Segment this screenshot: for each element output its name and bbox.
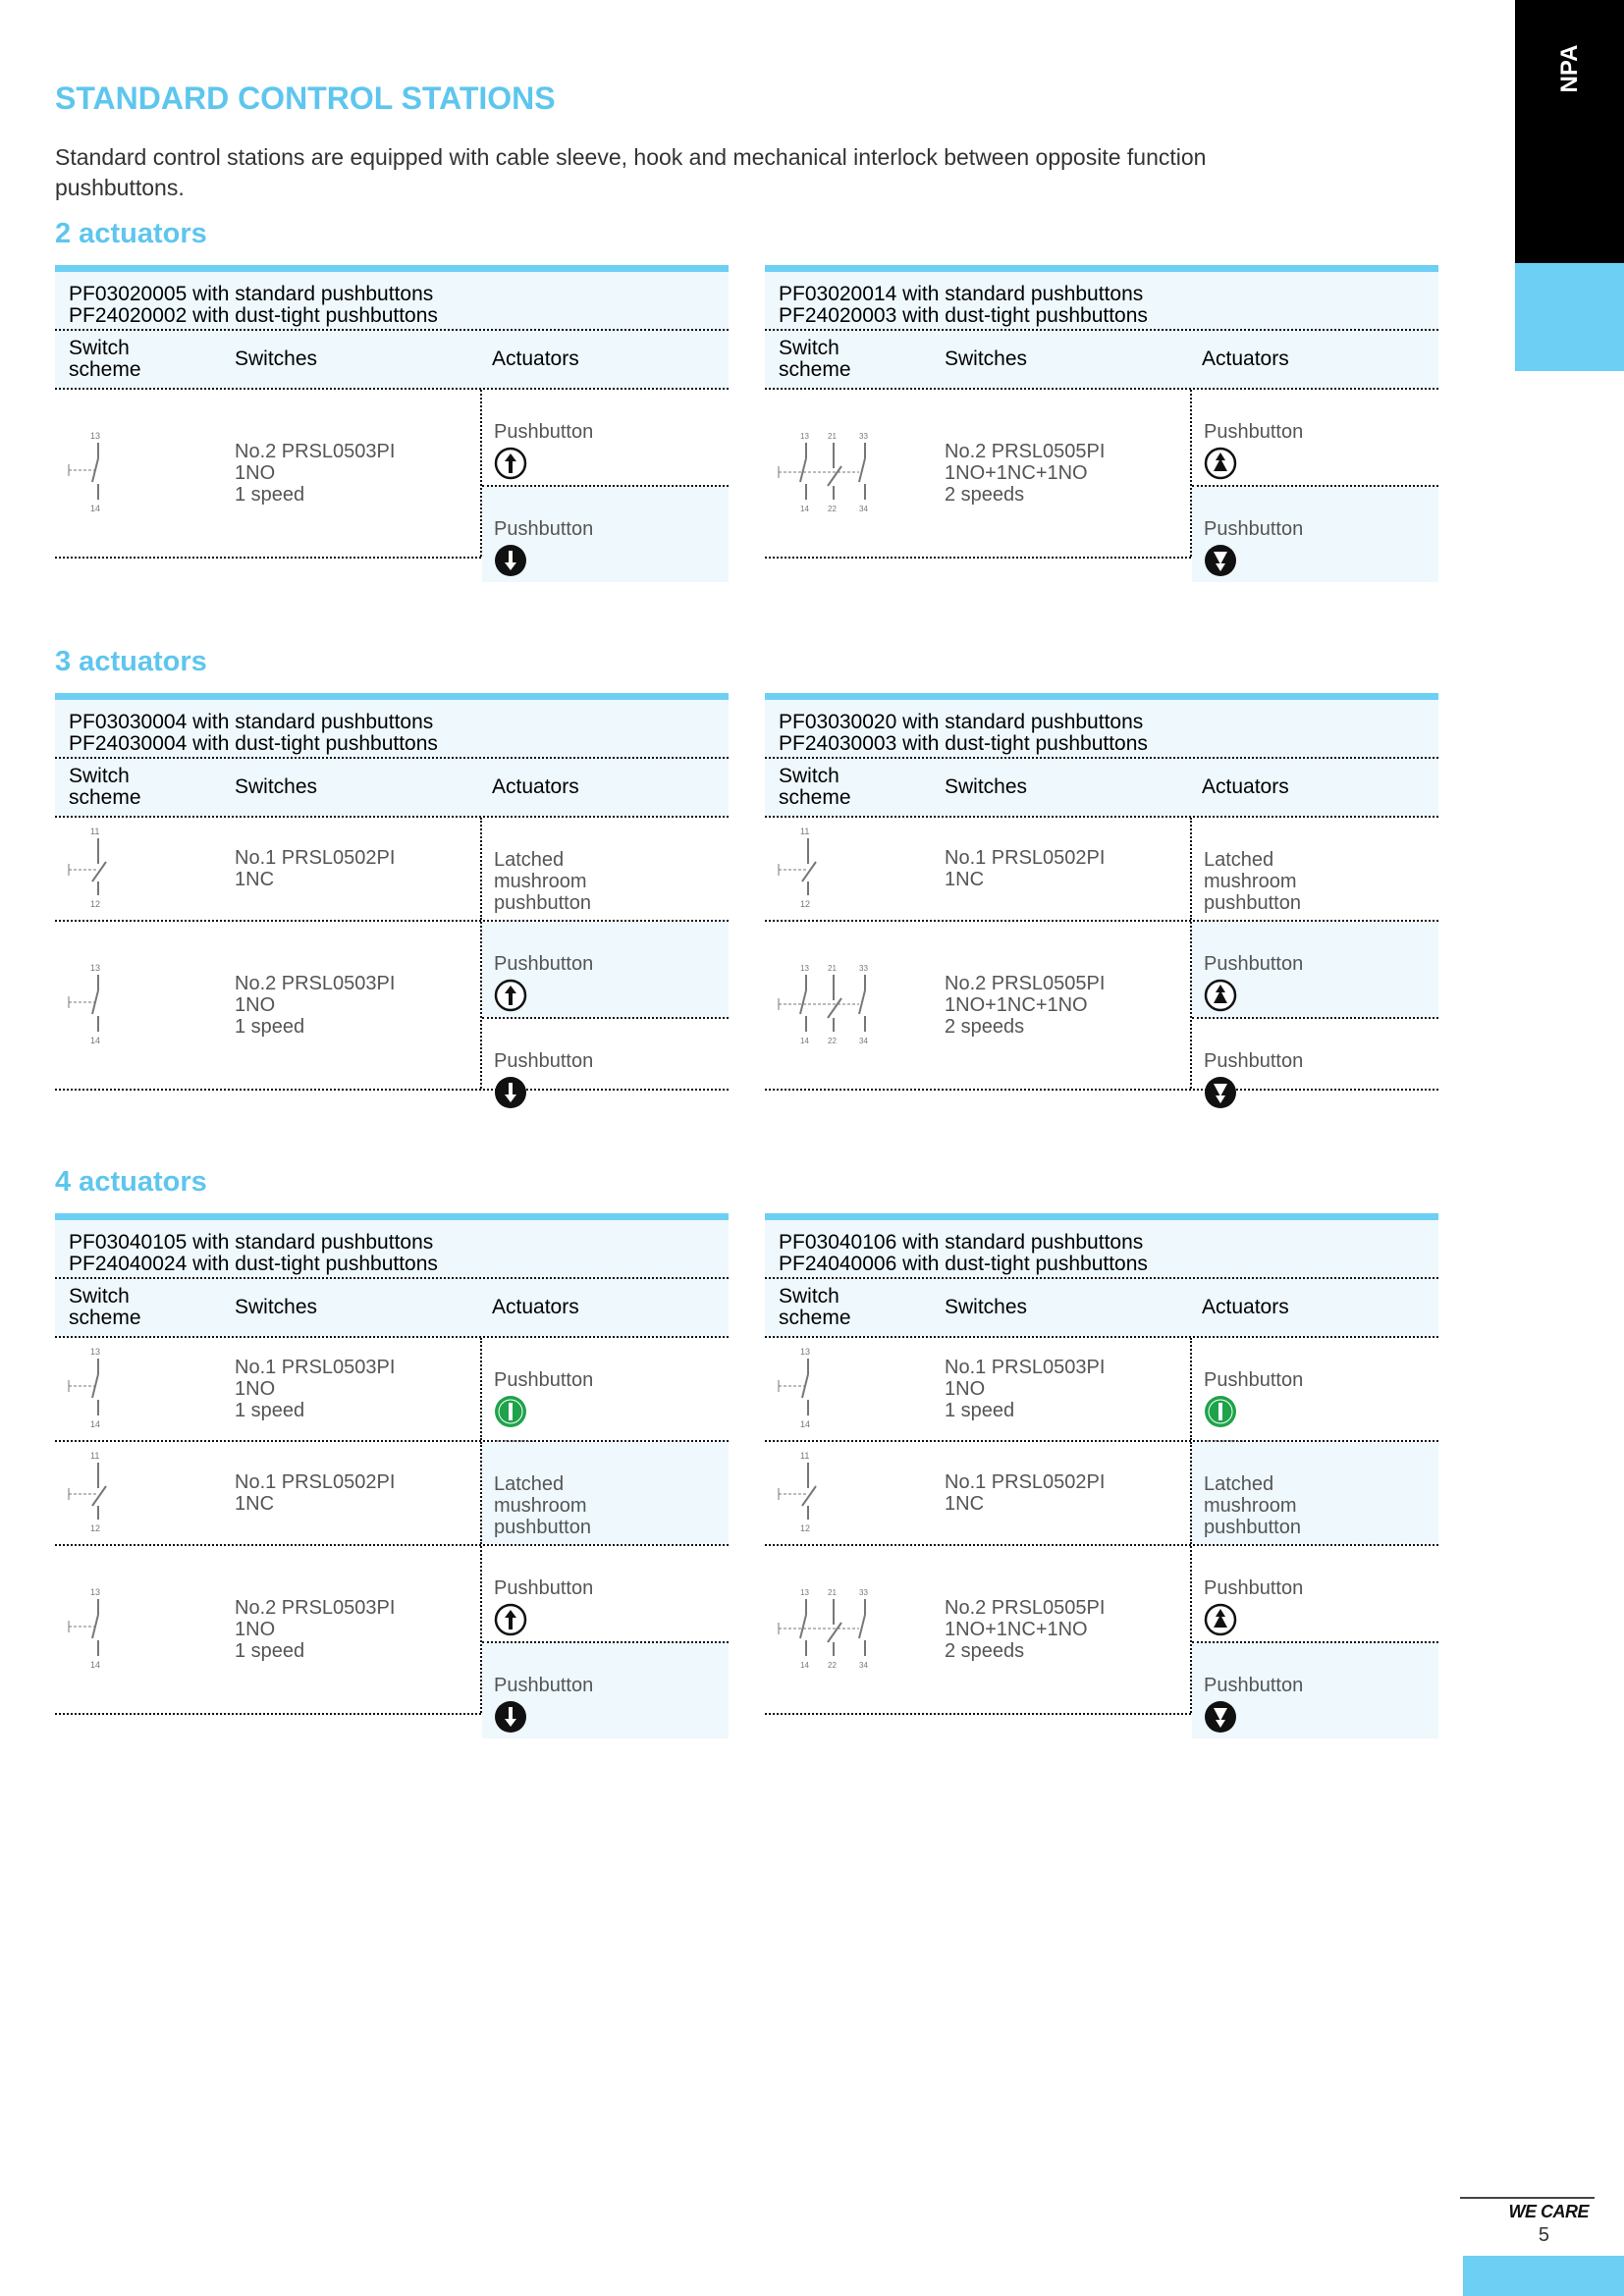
standard-code: PF03030004 with standard pushbuttons bbox=[69, 711, 434, 733]
table-row bbox=[55, 1338, 729, 1442]
actuator-label: Pushbutton bbox=[494, 953, 594, 975]
double-arrow-up-icon bbox=[1204, 1603, 1427, 1641]
double-arrow-up-icon bbox=[1204, 979, 1427, 1017]
actuators-column bbox=[1190, 818, 1438, 920]
actuators-column bbox=[1190, 1546, 1438, 1713]
svg-text:34: 34 bbox=[859, 505, 868, 513]
col-actuators: Actuators bbox=[1202, 775, 1289, 798]
switch-spec: No.1 PRSL0503PI 1NO 1 speed bbox=[235, 1357, 396, 1421]
actuator-label: Pushbutton bbox=[1204, 953, 1304, 975]
brand-logo: WE CARE bbox=[1508, 2202, 1589, 2221]
switch-spec: No.1 PRSL0502PI 1NC bbox=[235, 847, 396, 890]
actuator-label: Pushbutton bbox=[494, 1050, 594, 1072]
actuators-column bbox=[480, 390, 729, 557]
col-actuators: Actuators bbox=[492, 347, 579, 370]
svg-text:12: 12 bbox=[90, 1523, 101, 1533]
double-arrow-up-icon bbox=[1204, 447, 1427, 485]
product-codes bbox=[55, 1220, 729, 1279]
green-button-icon bbox=[1204, 1395, 1427, 1433]
table-row bbox=[55, 922, 729, 1091]
corner-accent-block bbox=[1463, 2256, 1624, 2296]
dusttight-code: PF24030004 with dust-tight pushbuttons bbox=[69, 732, 438, 755]
actuator-cell bbox=[482, 1442, 729, 1544]
actuator-cell bbox=[482, 922, 729, 1017]
actuators-column bbox=[480, 818, 729, 920]
actuator-label: Latched mushroom pushbutton bbox=[494, 1473, 591, 1538]
switch-spec: No.2 PRSL0505PI 1NO+1NC+1NO 2 speeds bbox=[945, 973, 1106, 1038]
svg-text:34: 34 bbox=[859, 1037, 868, 1045]
actuator-cell bbox=[1192, 1442, 1438, 1544]
product-table bbox=[55, 265, 729, 559]
svg-text:21: 21 bbox=[828, 1588, 837, 1597]
svg-text:33: 33 bbox=[859, 964, 868, 973]
actuator-label: Pushbutton bbox=[494, 518, 594, 540]
svg-text:14: 14 bbox=[90, 1036, 101, 1045]
table-row bbox=[765, 1442, 1438, 1546]
svg-text:14: 14 bbox=[800, 1037, 809, 1045]
table-row bbox=[765, 1338, 1438, 1442]
switch-scheme-diagram bbox=[765, 1338, 945, 1440]
section-title: 4 actuators bbox=[55, 1166, 207, 1198]
actuators-column bbox=[480, 1546, 729, 1713]
column-headers bbox=[765, 331, 1438, 390]
switch-spec: No.1 PRSL0502PI 1NC bbox=[945, 847, 1106, 890]
arrow-up-icon bbox=[494, 1603, 717, 1641]
col-switches: Switches bbox=[945, 1296, 1028, 1318]
svg-text:14: 14 bbox=[800, 1419, 811, 1429]
actuator-label: Latched mushroom pushbutton bbox=[1204, 849, 1301, 914]
dusttight-code: PF24040006 with dust-tight pushbuttons bbox=[779, 1253, 1148, 1275]
actuators-column bbox=[1190, 1338, 1438, 1440]
actuator-label: Pushbutton bbox=[1204, 1577, 1304, 1599]
table-row bbox=[55, 390, 729, 559]
actuator-label: Pushbutton bbox=[1204, 518, 1304, 540]
table-row bbox=[765, 1546, 1438, 1715]
svg-text:13: 13 bbox=[800, 432, 809, 441]
switch-scheme-diagram bbox=[55, 1442, 235, 1544]
switch-spec: No.2 PRSL0505PI 1NO+1NC+1NO 2 speeds bbox=[945, 441, 1106, 506]
actuator-label: Pushbutton bbox=[1204, 1369, 1304, 1391]
switch-scheme-diagram bbox=[55, 818, 235, 920]
switch-scheme-diagram bbox=[765, 1442, 945, 1544]
arrow-down-icon bbox=[494, 1076, 717, 1114]
product-codes bbox=[765, 272, 1438, 331]
product-table bbox=[765, 1213, 1438, 1715]
table-row bbox=[765, 818, 1438, 922]
standard-code: PF03030020 with standard pushbuttons bbox=[779, 711, 1144, 733]
switch-scheme-diagram bbox=[55, 922, 235, 1089]
column-headers bbox=[765, 1279, 1438, 1338]
svg-text:11: 11 bbox=[800, 827, 810, 836]
col-switches: Switches bbox=[945, 347, 1028, 370]
column-headers bbox=[765, 759, 1438, 818]
actuators-column bbox=[1190, 390, 1438, 557]
product-codes bbox=[765, 1220, 1438, 1279]
dusttight-code: PF24040024 with dust-tight pushbuttons bbox=[69, 1253, 438, 1275]
svg-text:14: 14 bbox=[800, 1661, 809, 1670]
actuator-cell bbox=[1192, 818, 1438, 920]
col-switch-scheme: Switch scheme bbox=[779, 765, 851, 809]
svg-text:13: 13 bbox=[90, 431, 101, 441]
actuator-cell bbox=[1192, 1338, 1438, 1456]
product-codes bbox=[55, 700, 729, 759]
actuator-cell bbox=[482, 390, 729, 485]
col-switch-scheme: Switch scheme bbox=[69, 765, 141, 809]
product-table bbox=[765, 265, 1438, 559]
actuator-label: Pushbutton bbox=[1204, 1675, 1304, 1696]
product-table bbox=[55, 693, 729, 1091]
actuators-column bbox=[480, 922, 729, 1089]
side-tab bbox=[1515, 0, 1624, 263]
standard-code: PF03040106 with standard pushbuttons bbox=[779, 1231, 1144, 1254]
table-row bbox=[55, 1546, 729, 1715]
svg-text:11: 11 bbox=[90, 1451, 100, 1461]
section-title: 3 actuators bbox=[55, 646, 207, 677]
dusttight-code: PF24020002 with dust-tight pushbuttons bbox=[69, 304, 438, 327]
actuator-label: Latched mushroom pushbutton bbox=[494, 849, 591, 914]
col-switch-scheme: Switch scheme bbox=[779, 337, 851, 381]
arrow-up-icon bbox=[494, 447, 717, 485]
svg-text:21: 21 bbox=[828, 964, 837, 973]
actuator-cell bbox=[1192, 1017, 1438, 1114]
svg-text:13: 13 bbox=[800, 1347, 811, 1357]
svg-text:14: 14 bbox=[800, 505, 809, 513]
arrow-down-icon bbox=[494, 544, 717, 582]
svg-text:11: 11 bbox=[90, 827, 100, 836]
actuator-cell bbox=[1192, 390, 1438, 485]
table-row bbox=[765, 390, 1438, 559]
col-switches: Switches bbox=[235, 1296, 318, 1318]
column-headers bbox=[55, 759, 729, 818]
product-codes bbox=[55, 272, 729, 331]
dusttight-code: PF24030003 with dust-tight pushbuttons bbox=[779, 732, 1148, 755]
svg-text:14: 14 bbox=[90, 1660, 101, 1670]
actuator-cell bbox=[482, 1017, 729, 1114]
col-actuators: Actuators bbox=[1202, 1296, 1289, 1318]
product-codes bbox=[765, 700, 1438, 759]
actuators-column bbox=[480, 1338, 729, 1440]
svg-text:22: 22 bbox=[828, 505, 837, 513]
actuator-cell bbox=[482, 485, 729, 582]
svg-text:13: 13 bbox=[800, 1588, 809, 1597]
col-actuators: Actuators bbox=[1202, 347, 1289, 370]
svg-text:12: 12 bbox=[800, 899, 811, 909]
actuator-label: Pushbutton bbox=[494, 1675, 594, 1696]
svg-text:13: 13 bbox=[90, 963, 101, 973]
actuator-cell bbox=[482, 818, 729, 920]
svg-text:12: 12 bbox=[90, 899, 101, 909]
side-tab-label: NPA bbox=[1555, 44, 1583, 93]
actuator-cell bbox=[1192, 1546, 1438, 1641]
column-headers bbox=[55, 331, 729, 390]
arrow-up-icon bbox=[494, 979, 717, 1017]
svg-text:21: 21 bbox=[828, 432, 837, 441]
product-table bbox=[765, 693, 1438, 1091]
section-title: 2 actuators bbox=[55, 218, 207, 249]
switch-scheme-diagram bbox=[55, 1546, 235, 1713]
col-actuators: Actuators bbox=[492, 775, 579, 798]
switch-spec: No.2 PRSL0503PI 1NO 1 speed bbox=[235, 1597, 396, 1662]
page-title: STANDARD CONTROL STATIONS bbox=[55, 80, 556, 116]
actuator-label: Pushbutton bbox=[494, 1369, 594, 1391]
side-accent-block bbox=[1515, 263, 1624, 371]
table-row bbox=[55, 818, 729, 922]
svg-text:13: 13 bbox=[90, 1347, 101, 1357]
svg-text:34: 34 bbox=[859, 1661, 868, 1670]
svg-text:14: 14 bbox=[90, 504, 101, 513]
switch-scheme-diagram bbox=[55, 390, 235, 557]
svg-text:33: 33 bbox=[859, 1588, 868, 1597]
switch-scheme-diagram bbox=[55, 1338, 235, 1440]
actuator-label: Latched mushroom pushbutton bbox=[1204, 1473, 1301, 1538]
actuator-label: Pushbutton bbox=[494, 421, 594, 443]
switch-spec: No.2 PRSL0505PI 1NO+1NC+1NO 2 speeds bbox=[945, 1597, 1106, 1662]
actuator-cell bbox=[482, 1641, 729, 1738]
switch-spec: No.1 PRSL0503PI 1NO 1 speed bbox=[945, 1357, 1106, 1421]
actuators-column bbox=[480, 1442, 729, 1544]
table-row bbox=[55, 1442, 729, 1546]
actuators-column bbox=[1190, 1442, 1438, 1544]
col-switches: Switches bbox=[235, 775, 318, 798]
actuator-cell bbox=[1192, 922, 1438, 1017]
double-arrow-down-icon bbox=[1204, 544, 1427, 582]
switch-spec: No.1 PRSL0502PI 1NC bbox=[945, 1471, 1106, 1515]
table-row bbox=[765, 922, 1438, 1091]
intro-text: Standard control stations are equipped with cable sleeve, hook and mechanical interlock between opposite function pushbuttons. bbox=[55, 144, 1207, 200]
column-headers bbox=[55, 1279, 729, 1338]
svg-text:22: 22 bbox=[828, 1037, 837, 1045]
col-switch-scheme: Switch scheme bbox=[69, 1285, 141, 1329]
col-switch-scheme: Switch scheme bbox=[69, 337, 141, 381]
arrow-down-icon bbox=[494, 1700, 717, 1738]
svg-text:22: 22 bbox=[828, 1661, 837, 1670]
standard-code: PF03020014 with standard pushbuttons bbox=[779, 283, 1144, 305]
svg-text:33: 33 bbox=[859, 432, 868, 441]
green-button-icon bbox=[494, 1395, 717, 1433]
switch-scheme-diagram bbox=[765, 922, 945, 1089]
standard-code: PF03040105 with standard pushbuttons bbox=[69, 1231, 434, 1254]
svg-text:14: 14 bbox=[90, 1419, 101, 1429]
col-actuators: Actuators bbox=[492, 1296, 579, 1318]
footer-divider bbox=[1460, 2197, 1595, 2199]
col-switch-scheme: Switch scheme bbox=[779, 1285, 851, 1329]
actuator-cell bbox=[482, 1338, 729, 1456]
dusttight-code: PF24020003 with dust-tight pushbuttons bbox=[779, 304, 1148, 327]
actuator-cell bbox=[1192, 1641, 1438, 1738]
col-switches: Switches bbox=[235, 347, 318, 370]
actuator-cell bbox=[1192, 485, 1438, 582]
switch-scheme-diagram bbox=[765, 1546, 945, 1713]
switch-spec: No.1 PRSL0502PI 1NC bbox=[235, 1471, 396, 1515]
svg-text:13: 13 bbox=[800, 964, 809, 973]
actuator-label: Pushbutton bbox=[494, 1577, 594, 1599]
switch-spec: No.2 PRSL0503PI 1NO 1 speed bbox=[235, 973, 396, 1038]
switch-scheme-diagram bbox=[765, 818, 945, 920]
switch-scheme-diagram bbox=[765, 390, 945, 557]
standard-code: PF03020005 with standard pushbuttons bbox=[69, 283, 434, 305]
col-switches: Switches bbox=[945, 775, 1028, 798]
actuator-cell bbox=[482, 1546, 729, 1641]
switch-spec: No.2 PRSL0503PI 1NO 1 speed bbox=[235, 441, 396, 506]
actuators-column bbox=[1190, 922, 1438, 1089]
double-arrow-down-icon bbox=[1204, 1700, 1427, 1738]
product-table bbox=[55, 1213, 729, 1715]
svg-text:13: 13 bbox=[90, 1587, 101, 1597]
svg-text:11: 11 bbox=[800, 1451, 810, 1461]
actuator-label: Pushbutton bbox=[1204, 421, 1304, 443]
double-arrow-down-icon bbox=[1204, 1076, 1427, 1114]
page-number: 5 bbox=[1538, 2224, 1549, 2246]
actuator-label: Pushbutton bbox=[1204, 1050, 1304, 1072]
svg-text:12: 12 bbox=[800, 1523, 811, 1533]
